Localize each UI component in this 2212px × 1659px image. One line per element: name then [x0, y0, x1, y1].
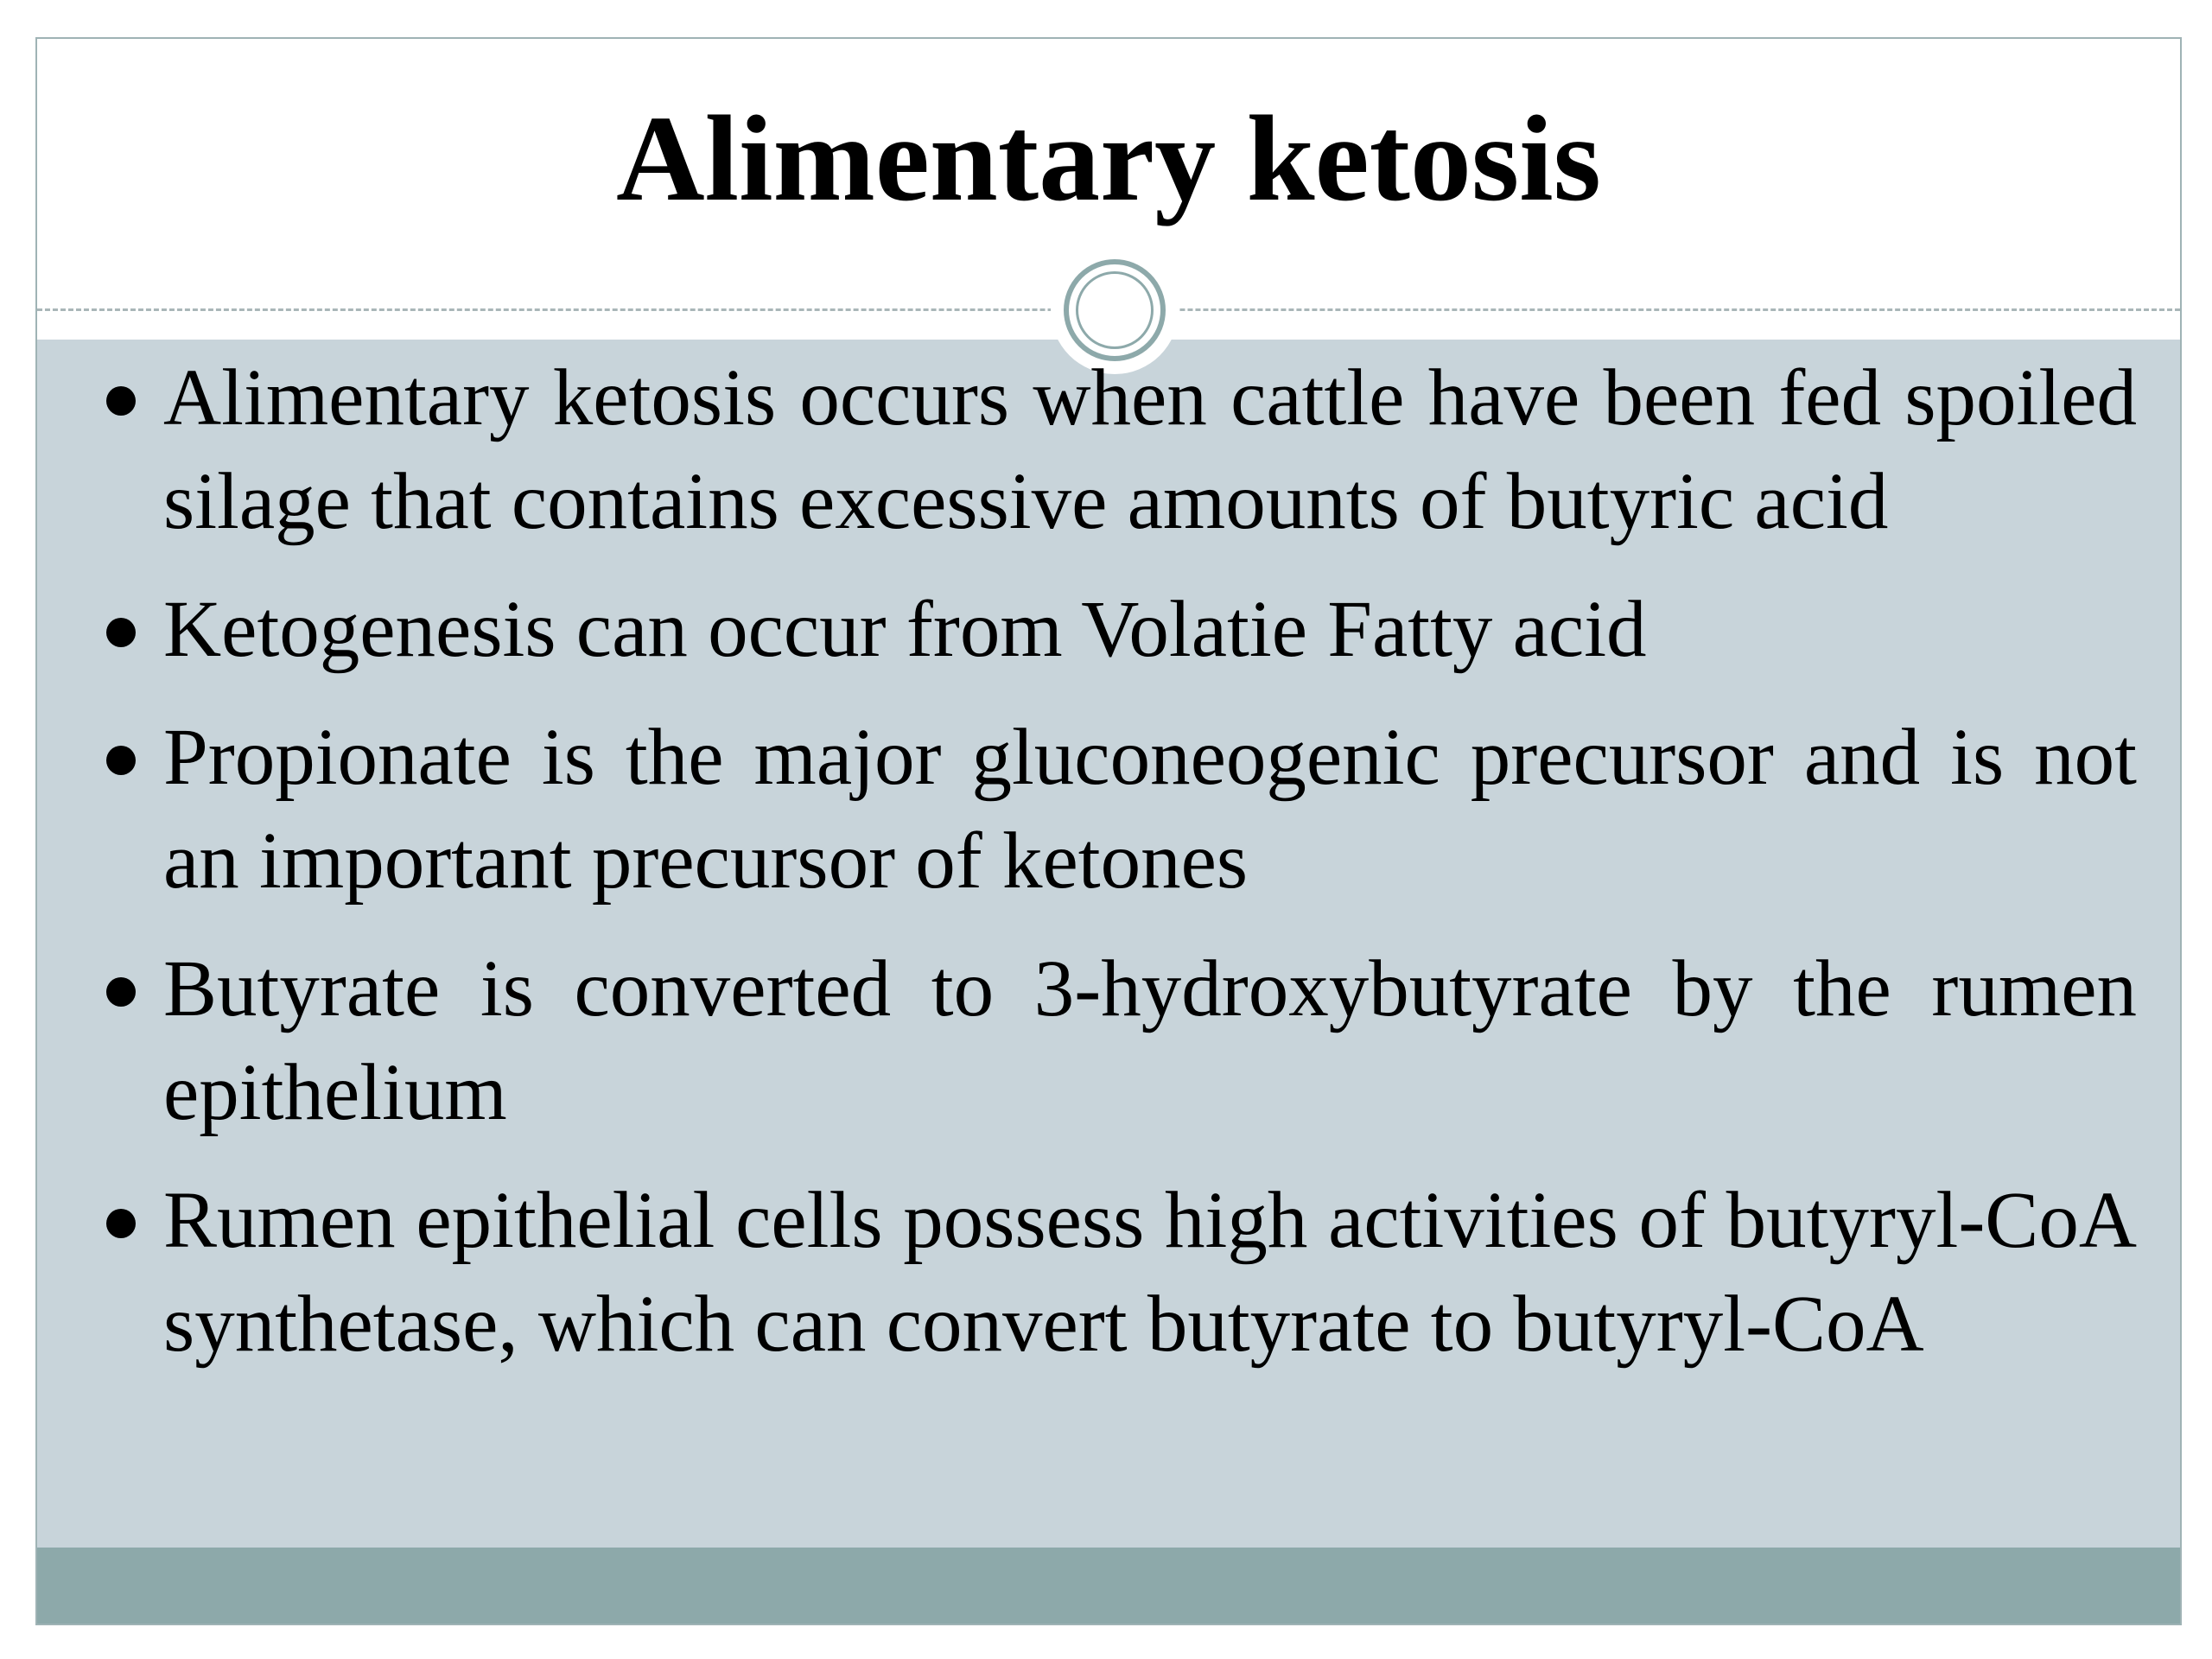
bullet-text: Propionate is the major gluconeogenic precursor and is not an important precursor of ketones: [163, 713, 2137, 906]
bullet-text: Alimentary ketosis occurs when cattle have been fed spoiled silage that contains excessive amounts of butyric acid: [163, 353, 2137, 546]
bullet-item: [163, 938, 2137, 1145]
bullet-list: [37, 346, 2180, 1401]
bullet-dot-icon: [106, 386, 136, 416]
bullet-dot-icon: [106, 618, 136, 647]
bullet-dot-icon: [106, 1209, 136, 1238]
bullet-dot-icon: [106, 746, 136, 775]
bullet-item: [163, 346, 2137, 554]
bullet-dot-icon: [106, 977, 136, 1007]
footer-band: [37, 1548, 2180, 1624]
slide: [35, 37, 2182, 1625]
bullet-text: Ketogenesis can occur from Volatie Fatty acid: [163, 585, 1647, 674]
bullet-item: [163, 1169, 2137, 1376]
bullet-item: [163, 706, 2137, 913]
bullet-item: [163, 578, 2137, 682]
bullet-text: Rumen epithelial cells possess high activities of butyryl-CoA synthetase, which can convert butyrate to butyryl-CoA: [163, 1176, 2137, 1369]
bullet-text: Butyrate is converted to 3-hydroxybutyrate by the rumen epithelium: [163, 944, 2137, 1137]
slide-title: Alimentary ketosis: [616, 90, 1601, 226]
